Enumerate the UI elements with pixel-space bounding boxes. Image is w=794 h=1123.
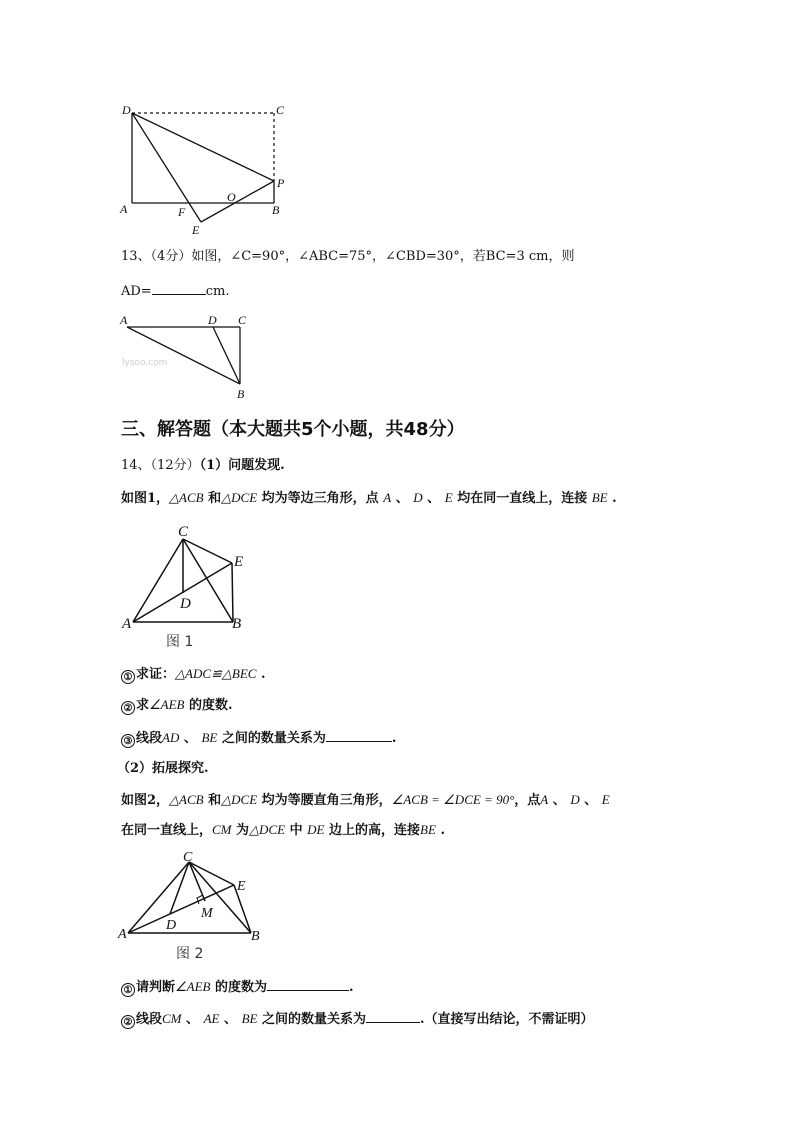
label-E: E <box>234 554 244 570</box>
math-congruence: △ADC≌△BEC <box>175 666 257 681</box>
text-altitude: 边上的高，连接 <box>329 823 421 838</box>
q13-answer-prefix: AD= <box>121 284 152 299</box>
q14-part2-title: （2）拓展探究. <box>117 761 209 776</box>
text-find: 求 <box>136 698 150 713</box>
label-A: A <box>120 202 128 216</box>
q14-part2-item2 <box>121 1010 594 1029</box>
figure-2-caption: 图 2 <box>176 946 204 962</box>
math-segment-ad: AD <box>162 730 180 745</box>
label-D: D <box>166 918 177 933</box>
figure-1-equilateral <box>115 520 265 655</box>
text-equilateral: 均为等边三角形，点 <box>257 491 379 506</box>
math-segment-be: BE <box>241 1011 258 1026</box>
text-note: .（直接写出结论，不需证明） <box>420 1012 594 1027</box>
math-point-e: E <box>601 792 610 807</box>
label-O: O <box>227 190 236 204</box>
q13-number: 13、 <box>121 249 151 264</box>
math-segment-de: DE <box>307 822 325 837</box>
q14-points: （12分） <box>150 458 200 473</box>
label-E: E <box>192 223 200 237</box>
item-number: ② <box>121 701 135 715</box>
label-B: B <box>232 616 242 632</box>
figure-2-isosceles-right <box>110 845 280 965</box>
text-degree-is: 的度数为 <box>215 980 268 995</box>
text-and: 和 <box>203 793 222 808</box>
text-isosceles-right: 均为等腰直角三角形， <box>257 793 392 808</box>
text-prove: 求证： <box>136 667 176 682</box>
label-E: E <box>237 879 246 894</box>
text-is: 为 <box>236 823 250 838</box>
text-fig2-intro: 如图2， <box>121 793 170 808</box>
label-D: D <box>208 313 217 327</box>
math-angle-aeb: ∠AEB <box>175 979 211 994</box>
figure-q13-triangle <box>110 308 270 403</box>
text-sep: 、 <box>183 731 197 746</box>
text-sep: 、 <box>395 491 409 506</box>
q14-part1-title: （1）问题发现. <box>199 458 285 473</box>
q14-item3-blank[interactable] <box>326 729 392 742</box>
math-point-a: A <box>383 490 392 505</box>
text-period: . <box>391 731 397 746</box>
text-relation: 之间的数量关系为 <box>261 1012 366 1027</box>
text-fig1-intro: 如图1， <box>121 491 170 506</box>
q14-number: 14、 <box>121 458 151 473</box>
label-A: A <box>118 927 127 942</box>
text-sep: 、 <box>552 793 566 808</box>
text-segment: 线段 <box>136 1012 163 1027</box>
math-triangle-dce: △DCE <box>249 822 286 837</box>
q14-part2-line1 <box>121 792 610 809</box>
text-points: ，点 <box>514 793 541 808</box>
text-period: . <box>440 823 445 838</box>
item-number: ③ <box>121 734 135 748</box>
text-period: . <box>349 980 354 995</box>
math-angle-aeb: ∠AEB <box>149 697 185 712</box>
text-sep: 、 <box>186 1012 200 1027</box>
math-segment-ae: AE <box>203 1011 220 1026</box>
math-point-d: D <box>413 490 423 505</box>
math-segment-cm: CM <box>162 1011 182 1026</box>
q14-header <box>121 458 285 474</box>
q14-part1-item2 <box>121 697 233 715</box>
q14-part1-item1 <box>121 666 266 684</box>
text-sep: 、 <box>224 1012 238 1027</box>
q14-p2-item2-blank[interactable] <box>366 1010 420 1023</box>
section-heading: 三、解答题（本大题共5个小题，共48分） <box>121 419 465 440</box>
q14-part1-item3 <box>121 729 396 748</box>
math-segment-be: BE <box>420 822 436 837</box>
math-segment-cm: CM <box>212 822 232 837</box>
item-number: ② <box>121 1015 135 1029</box>
label-F: F <box>178 205 186 219</box>
text-sep: 、 <box>427 491 441 506</box>
label-A: A <box>122 616 132 632</box>
math-angle-equation: ∠ACB = ∠DCE = 90° <box>391 792 515 807</box>
text-collinear: 在同一直线上， <box>121 823 213 838</box>
q14-part1-line1 <box>121 490 617 507</box>
text-and: 和 <box>203 491 222 506</box>
text-judge: 请判断 <box>136 980 176 995</box>
item-number: ① <box>121 983 135 997</box>
label-M: M <box>201 906 213 921</box>
text-degree: 的度数. <box>189 698 233 713</box>
watermark: lysoo.com <box>122 358 168 368</box>
label-A: A <box>120 313 128 327</box>
text-sep: 、 <box>584 793 598 808</box>
label-B: B <box>237 387 245 401</box>
text-period: . <box>612 491 617 506</box>
label-P: P <box>277 176 285 190</box>
label-C: C <box>183 850 193 865</box>
math-point-a: A <box>540 792 549 807</box>
math-triangle-dce: △DCE <box>221 792 258 807</box>
figure-rectangle-fold <box>110 95 300 240</box>
q14-p2-item1-blank[interactable] <box>267 978 349 991</box>
q13-answer-line <box>121 282 229 300</box>
label-C: C <box>178 524 189 540</box>
label-B: B <box>251 929 260 944</box>
label-D: D <box>122 103 131 117</box>
label-B: B <box>272 203 280 217</box>
q14-part2-line2 <box>121 822 445 839</box>
text-segment: 线段 <box>136 731 163 746</box>
q13-answer-suffix: cm. <box>205 284 230 299</box>
math-point-d: D <box>570 792 580 807</box>
q14-part2-item1 <box>121 978 354 997</box>
q13-points: （4分） <box>150 249 192 264</box>
text-collinear: 均在同一直线上，连接 <box>457 491 588 506</box>
label-C: C <box>238 313 247 327</box>
label-D: D <box>180 596 191 612</box>
math-triangle-acb: △ACB <box>169 792 204 807</box>
figure-1-caption: 图 1 <box>166 634 194 650</box>
q13-answer-blank[interactable] <box>152 282 206 295</box>
math-segment-be: BE <box>591 490 608 505</box>
text-in: 中 <box>289 823 303 838</box>
label-C: C <box>276 103 285 117</box>
math-point-e: E <box>444 490 453 505</box>
item-number: ① <box>121 670 135 684</box>
text-relation: 之间的数量关系为 <box>221 731 326 746</box>
q13-text: 如图，∠C=90°，∠ABC=75°，∠CBD=30°，若BC=3 cm，则 <box>191 249 575 264</box>
math-triangle-dce: △DCE <box>221 490 258 505</box>
q13-stem <box>121 249 574 265</box>
text-period: . <box>256 667 266 682</box>
math-segment-be: BE <box>201 730 218 745</box>
math-triangle-acb: △ACB <box>169 490 204 505</box>
